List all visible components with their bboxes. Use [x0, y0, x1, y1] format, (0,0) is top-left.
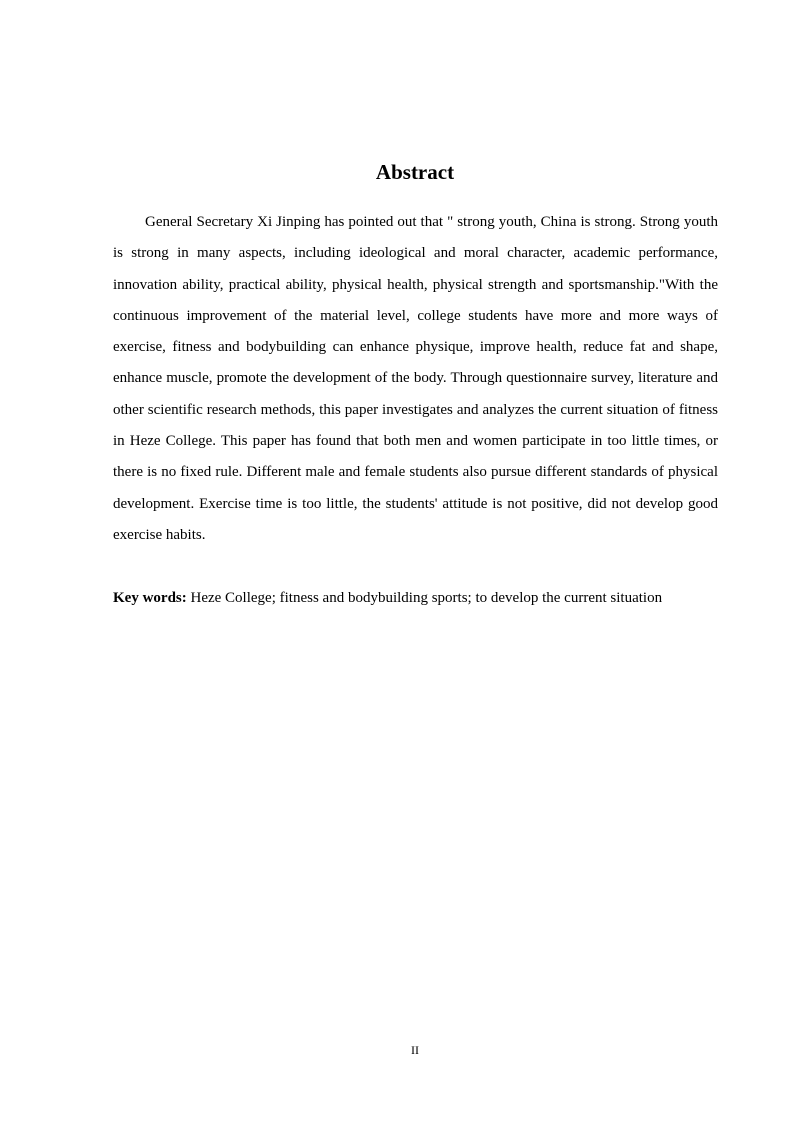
abstract-body: General Secretary Xi Jinping has pointed out that " strong youth, China is strong. Strong youth is strong in many aspects, including ideological and moral character, academic performance, innovation ability, practical ability, physical health, physical strength and sportsmanship."With the continuous improvement of the material level, college students have more and more ways of exercise, fitness and bodybuilding can enhance physique, improve health, reduce fat and shape, enhance muscle, promote the development of the body. Through questionnaire survey, literature and other scientific research methods, this paper investigates and analyzes the current situation of fitness in Heze College. This paper has found that both men and women participate in too little times, or there is no fixed rule. Different male and female students also pursue different standards of physical development. Exercise time is too little, the students' attitude is not positive, did not develop good exercise habits. — [113, 214, 718, 543]
abstract-title: Abstract — [375, 160, 455, 184]
page-number: II — [411, 1043, 419, 1057]
keywords-text: Heze College; fitness and bodybuilding sports; to develop the current situation — [186, 590, 663, 606]
keywords-label: Key words: — [113, 590, 187, 606]
keywords-line — [113, 584, 733, 612]
